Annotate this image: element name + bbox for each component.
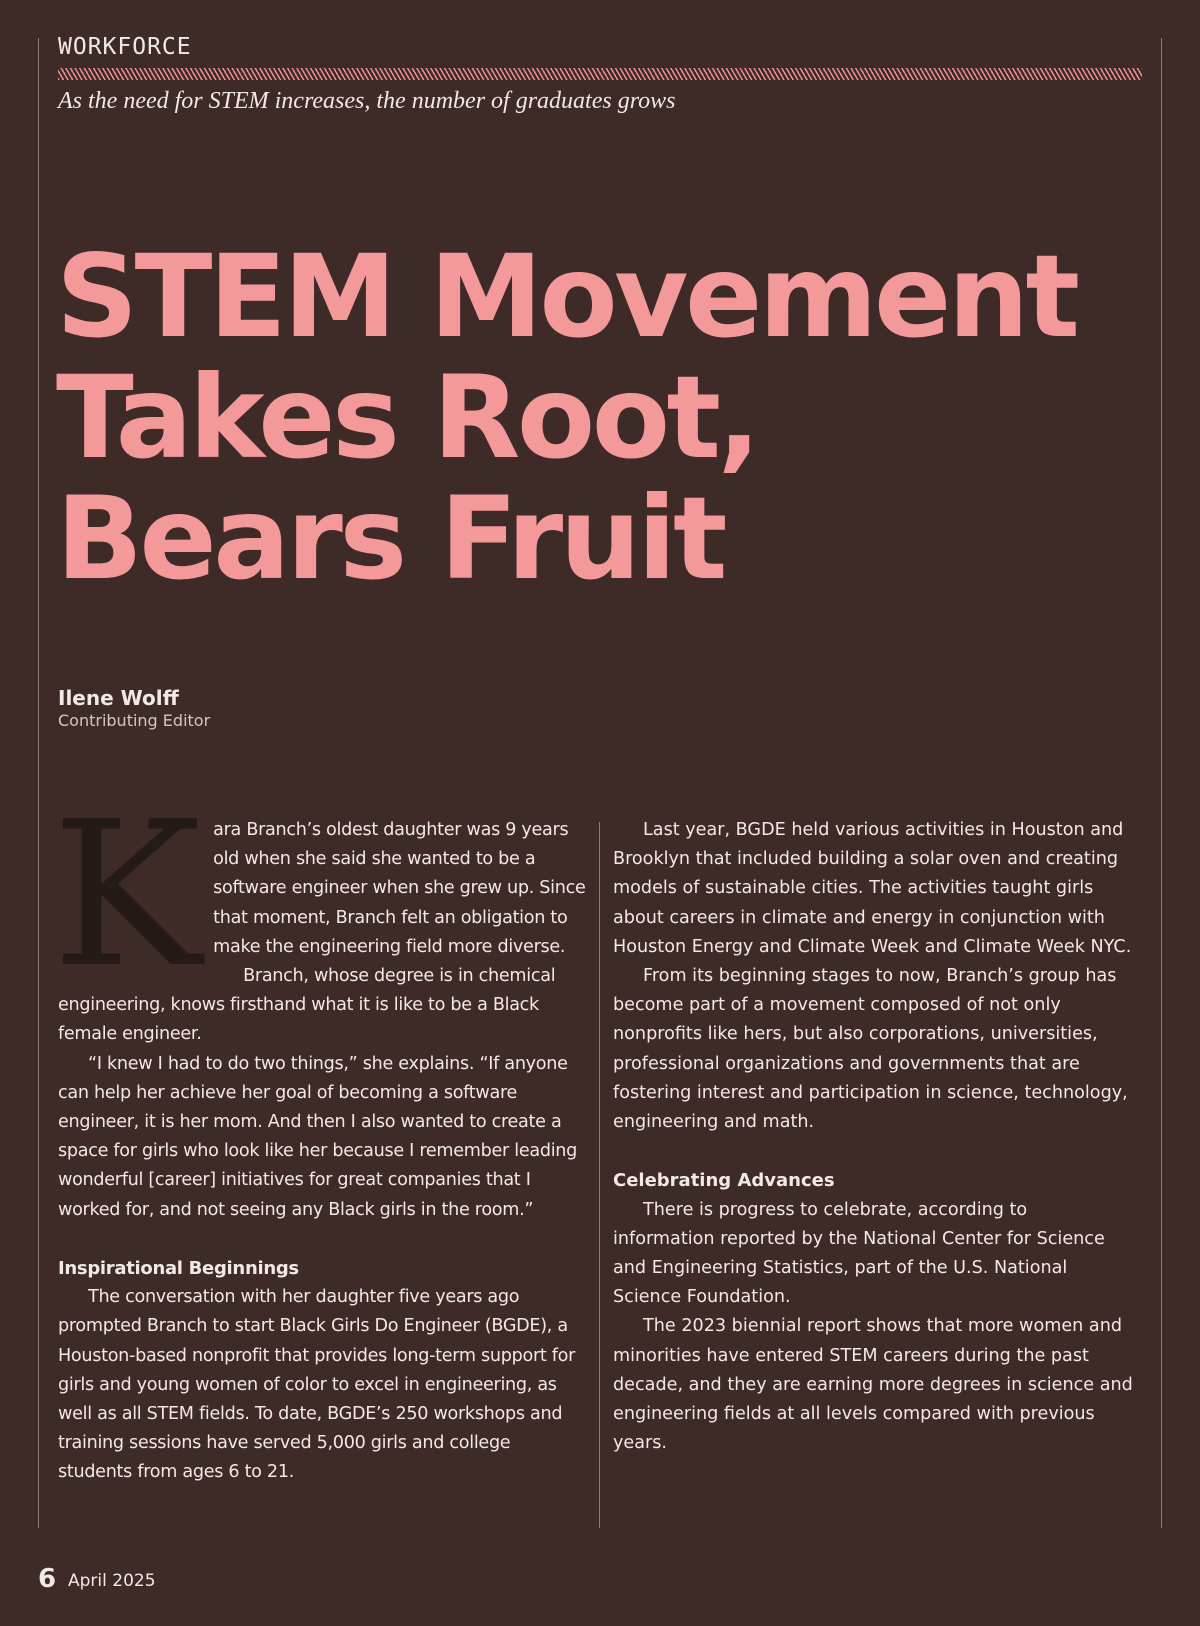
- paragraph: Branch, whose degree is in chemical engineering, knows firsthand what it is like to be a Black female engineer.: [58, 966, 556, 1045]
- paragraph: From its beginning stages to now, Branch’s group has become part of a movement composed of not only nonprofits like hers, but also corporations, universities, professional organizations and governments that are fostering interest and participation in science, technology, engineering and math.: [613, 966, 1128, 1133]
- article-column-left: [52, 779, 588, 1488]
- section-label: WORKFORCE: [58, 34, 192, 60]
- deck: As the need for STEM increases, the number of graduates grows: [58, 88, 676, 114]
- headline-line-1: STEM Movement: [56, 230, 1077, 363]
- paragraph: The conversation with her daughter five years ago prompted Branch to start Black Girls Do Engineer (BGDE), a Houston-based nonprofit that provides long-term support for girls and young women of color to excel in engineering, as well as all STEM fields. To date, BGDE’s 250 workshops and training sessions have served 5,000 girls and college students from ages 6 to 21.: [58, 1287, 576, 1483]
- column-divider: [599, 822, 600, 1528]
- left-rule: [38, 38, 39, 1528]
- paragraph: “I knew I had to do two things,” she explains. “If anyone can help her achieve her goal of becoming a software engineer, it is her mom. And then I also wanted to create a space for girls who look like her because I remember leading wonderful [career] initiatives for great companies that I worked for, and not seeing any Black girls in the room.”: [58, 1053, 577, 1220]
- author-name: Ilene Wolff: [58, 686, 179, 710]
- paragraph: ara Branch’s oldest daughter was 9 years old when she said she wanted to be a software engineer when she grew up. Since that moment, Branch felt an obligation to make the engineering field more diverse.: [213, 820, 586, 957]
- subheading: Inspirational Beginnings: [58, 1258, 299, 1280]
- issue-date: April 2025: [68, 1571, 156, 1591]
- headline-line-2: Takes Root,: [56, 351, 758, 484]
- headline-line-3: Bears Fruit: [56, 472, 724, 605]
- author-role: Contributing Editor: [58, 711, 211, 730]
- drop-cap: K: [52, 779, 202, 1012]
- paragraph: Last year, BGDE held various activities in Houston and Brooklyn that included building a solar oven and creating models of sustainable cities. The activities taught girls about careers in climate and energy in conjunction with Houston Energy and Climate Week and Climate Week NYC.: [613, 820, 1132, 957]
- subheading: Celebrating Advances: [613, 1170, 835, 1192]
- page-number: 6: [38, 1564, 57, 1594]
- right-rule: [1161, 38, 1162, 1528]
- headline: [56, 230, 1077, 605]
- paragraph: The 2023 biennial report shows that more women and minorities have entered STEM careers during the past decade, and they are earning more degrees in science and engineering fields at all levels compared with previous years.: [613, 1316, 1133, 1454]
- hatch-divider: [58, 68, 1142, 80]
- article-column-right: [613, 816, 1133, 1458]
- paragraph: There is progress to celebrate, according to information reported by the National Center for Science and Engineering Statistics, part of the U.S. National Science Foundation.: [613, 1199, 1105, 1308]
